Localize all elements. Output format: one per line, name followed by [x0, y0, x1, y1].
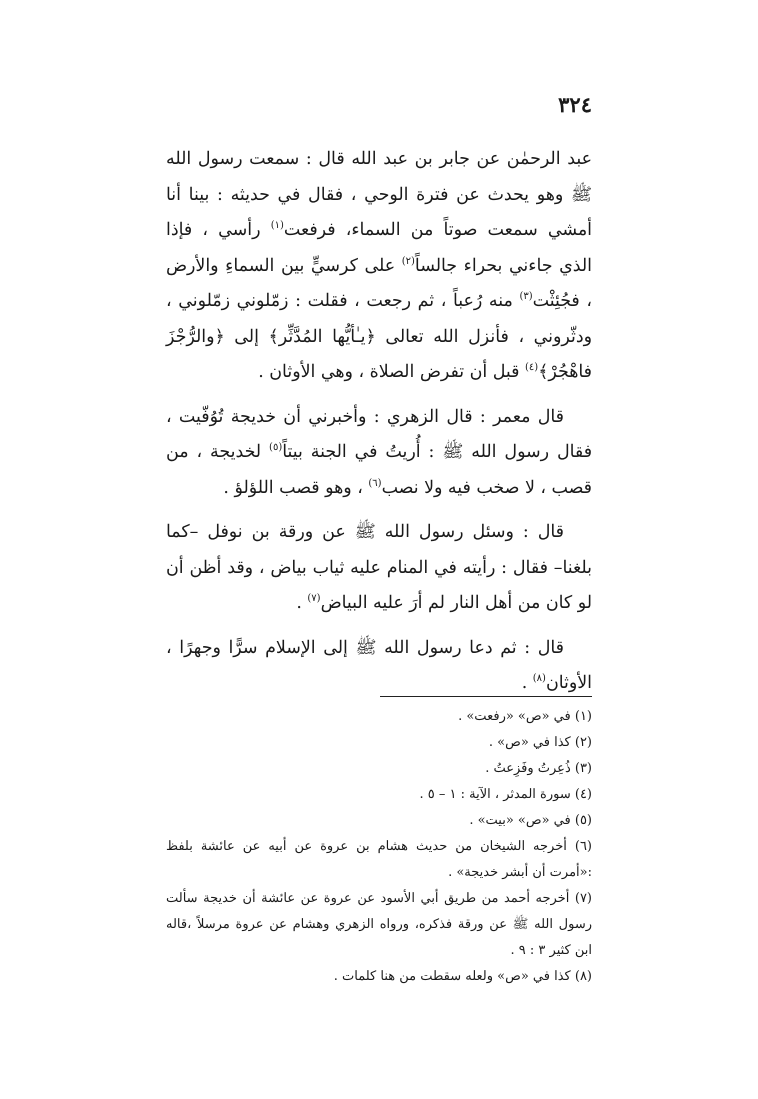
main-text — [166, 142, 592, 711]
text-segment: رأسي ، فإذا الذي جاءني بحراء جالساً — [166, 220, 592, 276]
text-segment: ، وهو قصب اللؤلؤ . — [223, 477, 369, 498]
text-segment: قال : وسئل رسول الله ﷺ عن ورقة بن نوفل –كما بلغنا– فقال : رأيته في المنام عليه ثياب بياض ، وقد أظن أن لو كان من أهل النار لم أرَ عليه البياض — [166, 522, 592, 613]
footnote-ref-5: (٥) — [269, 442, 283, 454]
footnote-1: (١) في «ص» «رفعت» . — [458, 709, 592, 724]
footnote-3: (٣) ذُعِرتُ وفَزِعتُ . — [485, 761, 592, 776]
footnote-ref-4: (٤) — [525, 362, 539, 374]
footnote-ref-8: (٨) — [532, 673, 546, 685]
footnote-2: (٢) كذا في «ص» . — [488, 735, 592, 750]
paragraph-4 — [166, 631, 592, 702]
footnote-ref-3: (٣) — [519, 291, 533, 303]
text-segment: لخديجة ، من قصب ، لا صخب فيه ولا نصب — [166, 442, 592, 498]
footnote-6: (٦) أخرجه الشيخان من حديث هشام بن عروة عن أبيه عن عائشة بلفظ :«أمرت أن أبشر خديجة» . — [166, 839, 592, 880]
footnote-8: (٨) كذا في «ص» ولعله سقطت من هنا كلمات . — [333, 969, 592, 984]
footnote-5: (٥) في «ص» «بيت» . — [469, 813, 592, 828]
page-number: ٣٢٤ — [558, 92, 592, 117]
footnote-ref-1: (١) — [270, 220, 284, 232]
footnote-ref-7: (٧) — [307, 593, 321, 605]
text-segment: قال معمر : قال الزهري : وأخبرني أن خديجة تُوُفّيت ، فقال رسول الله ﷺ : أُريتُ في الجنة بيتاً — [166, 406, 593, 462]
text-segment: . — [296, 593, 308, 613]
paragraph-3 — [166, 515, 592, 622]
footnote-4: (٤) سورة المدثر ، الآية : ١ – ٥ . — [419, 787, 592, 802]
footnote-ref-2: (٢) — [401, 255, 415, 267]
text-segment: قال : ثم دعا رسول الله ﷺ إلى الإسلام سرًّا وجهرًا ، الأوثان — [166, 637, 592, 693]
text-segment: على كرسيٍّ بين السماءِ والأرض ، فجُئِثْت — [166, 255, 592, 311]
paragraph-2 — [166, 400, 592, 507]
footnote-divider — [380, 696, 592, 697]
text-segment: عبد الرحمٰن عن جابر بن عبد الله قال : سمعت رسول الله ﷺ وهو يحدث عن فترة الوحي ، فقال في حديثه : بينا أنا أمشي سمعت صوتاً من السماء، فرفعت — [166, 149, 593, 240]
footnotes — [166, 704, 592, 990]
paragraph-1 — [166, 142, 592, 391]
footnote-ref-6: (٦) — [368, 477, 382, 489]
text-segment: منه رُعباً ، ثم رجعت ، فقلت : زمّلوني زمّلوني ، ودثّروني ، فأنزل الله تعالى ﴿يـٰأيُّها المُدَّثِّر﴾ إلى ﴿والرُّجْزَ فاهْجُرْ﴾ — [166, 291, 592, 382]
text-segment: قبل أن تفرض الصلاة ، وهي الأوثان . — [258, 362, 526, 382]
text-segment: . — [521, 673, 533, 693]
footnote-7: (٧) أخرجه أحمد من طريق أبي الأسود عن عروة عن عائشة أن خديجة سألت رسول الله ﷺ عن ورقة فذكره، ورواه الزهري وهشام عن عروة مرسلاً ،قاله ابن كثير ٣ : ٩ . — [166, 891, 592, 958]
